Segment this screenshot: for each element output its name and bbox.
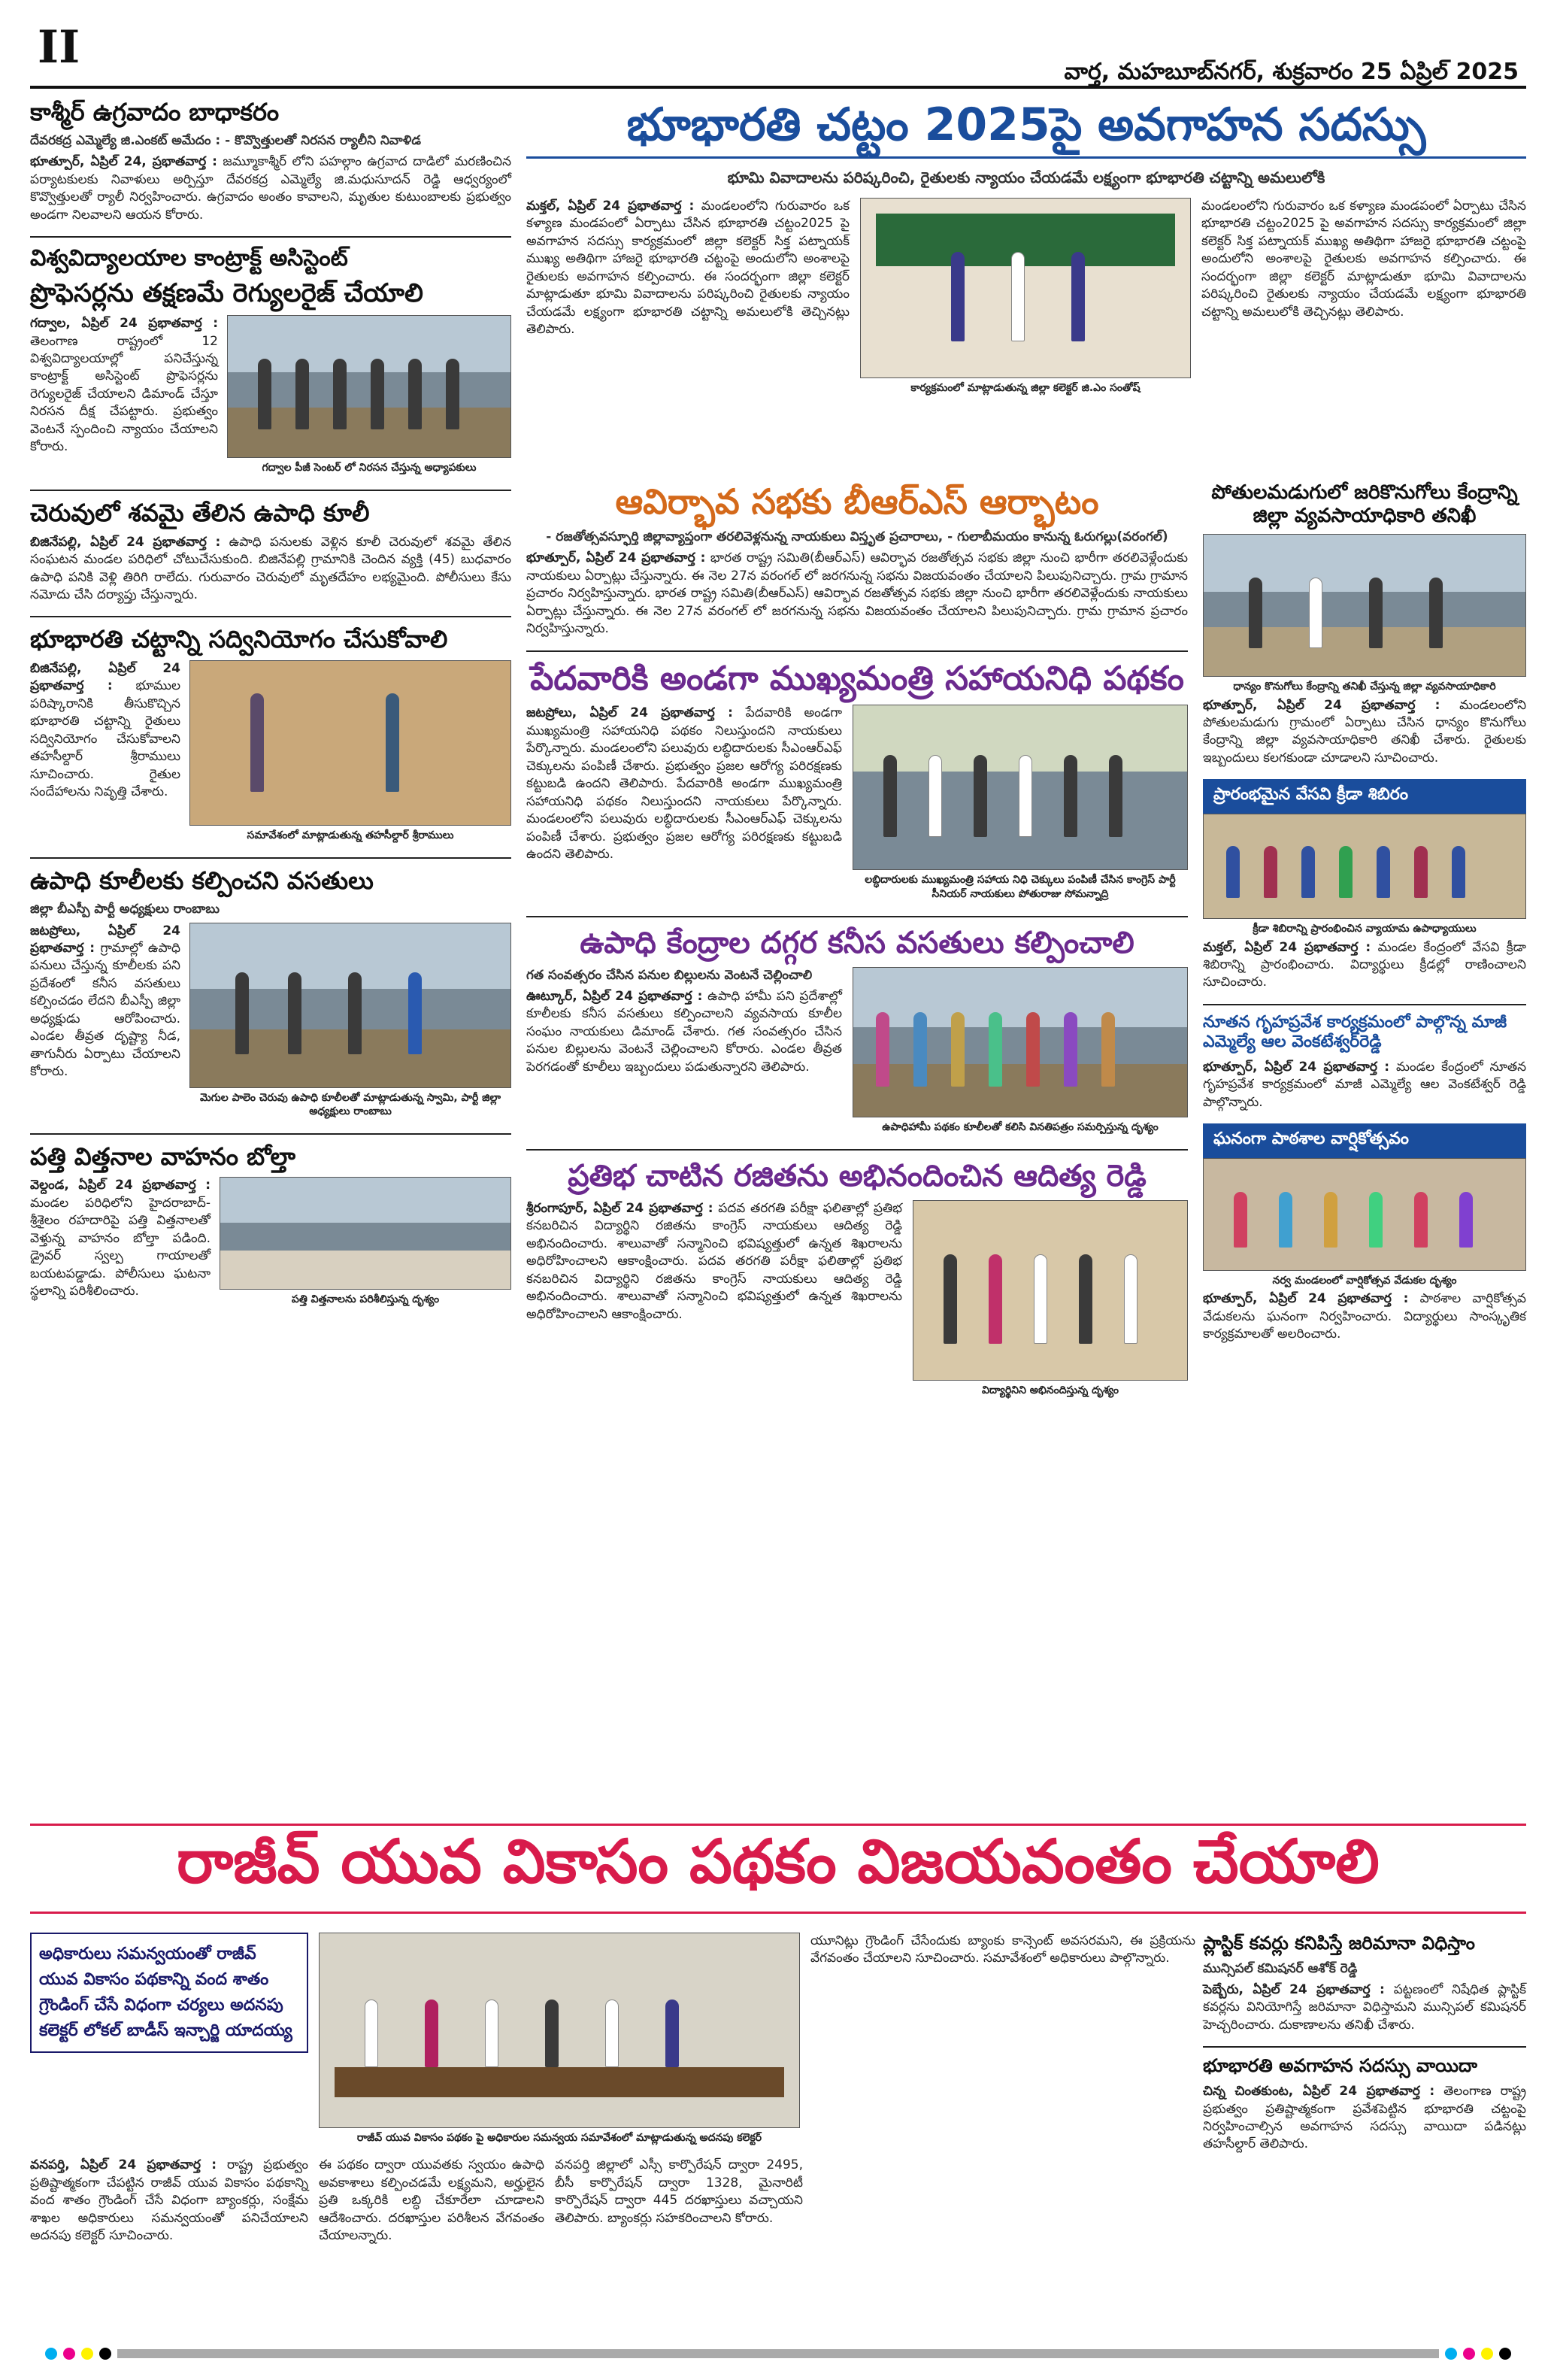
section-head: ప్రారంభమైన వేసవి క్రీడా శిబిరం (1203, 779, 1526, 814)
photo-caption: పత్తి విత్తనాలను పరిశీలిస్తున్న దృశ్యం (291, 1293, 440, 1306)
cyan-dot (45, 2348, 57, 2360)
left-column (30, 98, 511, 1322)
news-photo (1203, 534, 1526, 677)
subhead: మున్సిపల్ కమిషనర్ ఆశోక్ రెడ్డి (1203, 1960, 1358, 1976)
divider (30, 616, 511, 617)
black-dot (99, 2348, 111, 2360)
photo-caption: ఉపాధిహామీ పథకం కూలీలతో కలిసి వినతిపత్రం సమర్పిస్తున్న దృశ్యం (882, 1120, 1159, 1133)
divider (526, 650, 1188, 652)
story-rajitha (526, 1158, 1188, 1400)
news-photo (220, 1177, 511, 1290)
story-dateline: బిజినేపల్లి, ఏప్రిల్ 24 ప్రభాతవార్త : (30, 534, 221, 550)
banner-headline: రాజీవ్ యువ వికాసం పథకం విజయవంతం చేయాలి (177, 1826, 1380, 1896)
news-photo (189, 923, 511, 1088)
story-body: పెబ్బేరు, ఏప్రిల్ 24 ప్రభాతవార్త : పట్టణంలో నిషేధిత ప్లాస్టిక్ కవర్లను వినియోగిస్తే జరిమానా విధిస్తామని మున్సిపల్ కమిషనర్ హెచ్చరించారు. దుకాణాలను తనిఖీ చేశారు. (1203, 1981, 1526, 2033)
photo-caption: మెగుల పాలెం చెరువు ఉపాధి కూలీలతో మాట్లాడుతున్న స్వామి, పార్టీ జిల్లా అధ్యక్షులు రాంబాబు (199, 1091, 501, 1117)
page-number: II (38, 21, 80, 74)
news-photo (227, 315, 511, 458)
story-kashmir (30, 98, 511, 224)
story-dateline: వనపర్తి, ఏప్రిల్ 24 ప్రభాతవార్త : (30, 2157, 217, 2173)
photo-caption: రాజీవ్ యువ వికాసం పథకం పై అధికారుల సమన్వయ సమావేశంలో మాట్లాడుతున్న అదనపు కలెక్టర్ (356, 2132, 762, 2144)
story-body: బిజినేపల్లి, ఏప్రిల్ 24 ప్రభాతవార్త : ఉపాధి పనులకు వెళ్లిన కూలీ చెరువులో శవమై తేలిన సంఘటన మండల పరిధిలో చోటుచేసుకుంది. బిజినేపల్లి గ్రామానికి చెందిన వ్యక్తి (45) బుధవారం ఉపాధి పనికి వెళ్లి తిరిగి రాలేదు. గురువారం చెరువులో మృతదేహం లభ్యమైంది. పోలీసులు కేసు నమోదు చేసి దర్యాప్తు చేస్తున్నారు. (30, 534, 512, 603)
subhead: గత సంవత్సరం చేసిన పనుల బిల్లులను వెంటనే చెల్లించాలి (526, 967, 813, 983)
photo-caption: ధాన్యం కొనుగోలు కేంద్రాన్ని తనిఖీ చేస్తున్న జిల్లా వ్యవసాయాధికారి (1233, 681, 1496, 693)
headline: భూభారతి అవగాహన సదస్సు వాయిదా (1203, 2055, 1477, 2077)
headline: ఉపాధి కేంద్రాల దగ్గర కనీస వసతులు కల్పించాలి (580, 925, 1134, 960)
headline: పేదవారికి అండగా ముఖ్యమంత్రి సహాయనిధి పథకం (530, 659, 1184, 698)
photo-caption: లబ్ధిదారులకు ముఖ్యమంత్రి సహాయ నిధి చెక్కులు పంపిణీ చేసిన కాంగ్రెస్ పార్టీ సీనియర్ నాయకులు పోతురాజు సోమన్నాద్రి (865, 874, 1176, 900)
black-dot (1499, 2348, 1511, 2360)
headline: ఆవిర్భావ సభకు బీఆర్ఎస్ ఆర్భాటం (615, 481, 1099, 522)
lead-photo (860, 198, 1191, 378)
photo-caption: విద్యార్థినిని అభినందిస్తున్న దృశ్యం (982, 1384, 1119, 1396)
story-body: మక్తల్, ఏప్రిల్ 24 ప్రభాతవార్త : మండల కేంద్రంలో వేసవి క్రీడా శిబిరాన్ని ప్రారంభించారు. విద్యార్థులు క్రీడల్లో రాణించాలని సూచించారు. (1203, 939, 1526, 990)
story-body-part-3: వనపర్తి జిల్లాలో ఎస్సీ కార్పొరేషన్ ద్వారా 2495, బీసీ కార్పొరేషన్ ద్వారా 1328, మైనారిటీ కార్పొరేషన్ ద్వారా 445 దరఖాస్తులు వచ్చాయని తెలిపారు. బ్యాంకర్లు సహకరించాలని కోరారు. (555, 2157, 803, 2226)
middle-column (526, 481, 1188, 1412)
photo-caption: సమావేశంలో మాట్లాడుతున్న తహసీల్దార్ శ్రీరాములు (247, 829, 454, 841)
news-photo (1203, 1158, 1526, 1271)
divider (1203, 1004, 1526, 1005)
story-facilities (30, 866, 511, 1121)
lead-story (526, 98, 1526, 398)
photo-caption: నర్వ మండలంలో వార్షికోత్సవ వేడుకల దృశ్యం (1272, 1275, 1457, 1287)
story-dateline: జటప్రోలు, ఏప్రిల్ 24 ప్రభాతవార్త : (30, 923, 180, 956)
story-cmrf (526, 659, 1188, 904)
story-bhubharati-use (30, 625, 511, 845)
headline: విశ్వవిద్యాలయాల కాంట్రాక్ట్ అసిస్టెంట్ (30, 245, 348, 272)
color-registration-bar (45, 2346, 1511, 2361)
highlight-box: అధికారులు సమన్వయంతో రాజీవ్ యువ వికాసం పథకాన్ని వంద శాతం గ్రౌండింగ్ చేసే విధంగా చర్యలు అదనపు కలెక్టర్ లోకల్ బాడీస్ ఇన్చార్జి యాదయ్య (30, 1933, 308, 2053)
photo-caption: గద్వాల పీజీ సెంటర్ లో నిరసన చేస్తున్న అధ్యాపకులు (262, 462, 477, 474)
news-photo (853, 967, 1188, 1117)
story-dateline: చిన్న చింతకుంట, ఏప్రిల్ 24 ప్రభాతవార్త : (1203, 2084, 1435, 2100)
lead-subhead: భూమి వివాదాలను పరిష్కరించి, రైతులకు న్యాయం చేయడమే లక్ష్యంగా భూభారతి చట్టాన్ని అమలులోకి (727, 168, 1325, 186)
story-body: భూత్పూర్, ఏప్రిల్ 24 ప్రభాతవార్త : మండలంలోని పోతులమడుగు గ్రామంలో ఏర్పాటు చేసిన ధాన్యం కొనుగోలు కేంద్రాన్ని జిల్లా వ్యవసాయాధికారి తనిఖీ చేశారు. రైతులకు ఇబ్బందులు కలగకుండా చూడాలని సూచించారు. (1203, 697, 1526, 766)
headline-line-2: ప్రొఫెసర్లను తక్షణమే రెగ్యులరైజ్ చేయాలి (30, 278, 423, 309)
headline: భూభారతి చట్టాన్ని సద్వినియోగం చేసుకోవాలి (30, 625, 448, 654)
story-dateline: పెబ్బేరు, ఏప్రిల్ 24 ప్రభాతవార్త : (1203, 1981, 1385, 1997)
story-dateline: బిజినేపల్లి, ఏప్రిల్ 24 ప్రభాతవార్త : (30, 660, 180, 694)
story-body: జటప్రోలు, ఏప్రిల్ 24 ప్రభాతవార్త : పేదవారికి అండగా ముఖ్యమంత్రి సహాయనిధి పథకం నిలుస్తుందని నాయకులు పేర్కొన్నారు. మండలంలోని పలువురు లబ్ధిదారులకు సీఎంఆర్ఎఫ్ చెక్కులను పంపిణీ చేశారు. ప్రభుత్వం ప్రజల ఆరోగ్య పరిరక్షణకు కట్టుబడి ఉందని తెలిపారు. పేదవారికి అండగా ముఖ్యమంత్రి సహాయనిధి పథకం నిలుస్తుందని నాయకులు పేర్కొన్నారు. మండలంలోని పలువురు లబ్ధిదారులకు సీఎంఆర్ఎఫ్ చెక్కులను పంపిణీ చేశారు. ప్రభుత్వం ప్రజల ఆరోగ్య పరిరక్షణకు కట్టుబడి ఉందని తెలిపారు. (526, 705, 843, 862)
story-body: భూత్పూర్, ఏప్రిల్ 24 ప్రభాతవార్త : భారత రాష్ట్ర సమితి(బీఆర్ఎస్) ఆవిర్భావ రజతోత్సవ సభకు జిల్లా నుంచి భారీగా తరలివెళ్లేందుకు నాయకులు ఏర్పాట్లు చేస్తున్నారు. ఈ నెల 27న వరంగల్ లో జరగనున్న సభను విజయవంతం చేయాలని పిలుపునిచ్చారు. గ్రామ గ్రామాన ప్రచారం నిర్వహిస్తున్నారు. భారత రాష్ట్ర సమితి(బీఆర్ఎస్) ఆవిర్భావ రజతోత్సవ సభకు జిల్లా నుంచి భారీగా తరలివెళ్లేందుకు నాయకులు ఏర్పాట్లు చేస్తున్నారు. ఈ నెల 27న వరంగల్ లో జరగనున్న సభను విజయవంతం చేయాలని పిలుపునిచ్చారు. గ్రామ గ్రామాన ప్రచారం నిర్వహిస్తున్నారు. (526, 550, 1189, 637)
story-plastic (1203, 1933, 1526, 2034)
story-school-day (1203, 1158, 1526, 1344)
story-dateline: భూత్పూర్, ఏప్రిల్ 24 ప్రభాతవార్త : (526, 550, 706, 566)
divider (526, 916, 1188, 917)
story-body-part-2: ఈ పథకం ద్వారా యువతకు స్వయం ఉపాధి అవకాశాలు కల్పించడమే లక్ష్యమని, అర్హులైన ప్రతి ఒక్కరికి లబ్ధి చేకూరేలా చూడాలని ఆదేశించారు. దరఖాస్తుల పరిశీలన వేగవంతం చేయాలన్నారు. (319, 2157, 544, 2243)
photo-caption: క్రీడా శిబిరాన్ని ప్రారంభించిన వ్యాయామ ఉపాధ్యాయులు (1253, 923, 1477, 935)
story-upadhi-facilities (526, 925, 1188, 1137)
story-dateline: భూత్పూర్, ఏప్రిల్ 24, ప్రభాతవార్త : (30, 154, 217, 170)
story-dateline: భూత్పూర్, ఏప్రిల్ 24 ప్రభాతవార్త : (1203, 1059, 1390, 1075)
story-dateline: భూత్పూర్, ఏప్రిల్ 24 ప్రభాతవార్త : (1203, 1291, 1409, 1307)
divider (30, 490, 511, 491)
story-body: గద్వాల, ఏప్రిల్ 24 ప్రభాతవార్త : తెలంగాణ రాష్ట్రంలో 12 విశ్వవిద్యాలయాల్లో పనిచేస్తున్న కాంట్రాక్ట్ అసిస్టెంట్ ప్రొఫెసర్లను రెగ్యులరైజ్ చేయాలని డిమాండ్ చేస్తూ నిరసన దీక్ష చేపట్టారు. ప్రభుత్వం వెంటనే స్పందించి న్యాయం చేయాలని కోరారు. (30, 316, 218, 455)
headline: ఉపాధి కూలీలకు కల్పించని వసతులు (30, 866, 374, 896)
right-column (1203, 481, 1526, 1356)
story-cotton-vehicle (30, 1142, 511, 1310)
headline: ప్లాస్టిక్ కవర్లు కనిపిస్తే జరిమానా విధిస్తాం (1203, 1933, 1475, 1954)
magenta-dot (1463, 2348, 1475, 2360)
magenta-dot (63, 2348, 75, 2360)
story-body: భూత్పూర్, ఏప్రిల్ 24 ప్రభాతవార్త : పాఠశాల వార్షికోత్సవ వేడుకలను ఘనంగా నిర్వహించారు. విద్యార్థులు సాంస్కృతిక కార్యక్రమాలతో అలరించారు. (1203, 1291, 1526, 1342)
story-brs-sabha (526, 481, 1188, 638)
headline: నూతన గృహప్రవేశ కార్యక్రమంలో పాల్గొన్న మాజీ ఎమ్మెల్యే ఆల వెంకటేశ్వర్‌రెడ్డి (1203, 1012, 1507, 1052)
divider (30, 857, 511, 859)
headline: ప్రతిభ చాటిన రజితను అభినందించిన ఆదిత్య రెడ్డి (568, 1158, 1147, 1193)
story-dateline: శ్రీరంగాపూర్, ఏప్రిల్ 24 ప్రభాతవార్త : (526, 1200, 713, 1216)
story-body: శ్రీరంగాపూర్, ఏప్రిల్ 24 ప్రభాతవార్త : పదవ తరగతి పరీక్షా ఫలితాల్లో ప్రతిభ కనబరిచిన విద్యార్థిని రజితను కాంగ్రెస్ నాయకులు ఆదిత్య రెడ్డి అభినందించారు. శాలువాతో సన్మానించి భవిష్యత్తులో ఉన్నత శిఖరాలను అధిరోహించాలని ఆకాంక్షించారు. పదవ తరగతి పరీక్షా ఫలితాల్లో ప్రతిభ కనబరిచిన విద్యార్థిని రజితను కాంగ్రెస్ నాయకులు ఆదిత్య రెడ్డి అభినందించారు. శాలువాతో సన్మానించి భవిష్యత్తులో ఉన్నత శిఖరాలను అధిరోహించాలని ఆకాంక్షించారు. (526, 1200, 903, 1322)
yellow-dot (81, 2348, 93, 2360)
story-body: బిజినేపల్లి, ఏప్రిల్ 24 ప్రభాతవార్త : భూముల పరిష్కారానికి తీసుకొచ్చిన భూభారతి చట్టాన్ని రైతులు సద్వినియోగం చేసుకోవాలని తహసీల్దార్ శ్రీరాములు సూచించారు. రైతుల సందేహాలను నివృత్తి చేశారు. (30, 660, 180, 800)
masthead (30, 14, 1526, 89)
story-professors (30, 245, 511, 478)
headline: కాశ్మీర్ ఉగ్రవాదం బాధాకరం (30, 98, 280, 126)
news-photo (1203, 814, 1526, 919)
story-body: వెల్దండ, ఏప్రిల్ 24 ప్రభాతవార్త : మండల పరిధిలోని హైదరాబాద్-శ్రీశైలం రహదారిపై పత్తి విత్తనాలతో వెళ్తున్న వాహనం బోల్తా పడింది. డ్రైవర్ స్వల్ప గాయాలతో బయటపడ్డాడు. పోలీసులు ఘటనా స్థలాన్ని పరిశీలించారు. (30, 1178, 211, 1299)
headline: పత్తి విత్తనాల వాహనం బోల్తా (30, 1141, 295, 1171)
story-body-part-4: యూనిట్లు గ్రౌండింగ్ చేసేందుకు బ్యాంకు కాన్సెంట్ అవసరమని, ఈ ప్రక్రియను వేగవంతం చేయాలని సూచించారు. సమావేశంలో అధికారులు పాల్గొన్నారు. (810, 1933, 1195, 1966)
section-head: ఘనంగా పాఠశాల వార్షికోత్సవం (1203, 1123, 1526, 1158)
story-dateline: మక్తల్, ఏప్రిల్ 24 ప్రభాతవార్త : (1203, 939, 1371, 955)
story-drowned-worker (30, 499, 511, 604)
lead-headline: భూభారతి చట్టం 2025పై అవగాహన సదస్సు (526, 98, 1526, 159)
yellow-dot (1481, 2348, 1493, 2360)
gray-bar (117, 2349, 1439, 2358)
cyan-dot (1445, 2348, 1457, 2360)
story-body: భూత్పూర్, ఏప్రిల్ 24 ప్రభాతవార్త : మండల కేంద్రంలో నూతన గృహప్రవేశ కార్యక్రమంలో మాజీ ఎమ్మెల్యే ఆల వెంకటేశ్వర్ రెడ్డి పాల్గొన్నారు. (1203, 1059, 1527, 1110)
story-dateline: వెల్దండ, ఏప్రిల్ 24 ప్రభాతవార్త : (30, 1178, 211, 1193)
story-body: మక్తల్, ఏప్రిల్ 24 ప్రభాతవార్త : మండలంలోని గురువారం ఒక కళ్యాణ మండపంలో ఏర్పాటు చేసిన భూభారతి చట్టం2025 పై అవగాహన సదస్సు కార్యక్రమంలో జిల్లా కలెక్టర్ సిక్త పట్నాయక్ ముఖ్య అతిథిగా హాజరై భూభారతి చట్టంపై అందులోని అంశాలపై రైతులకు అవగాహన కల్పించారు. ఈ సందర్భంగా జిల్లా కలెక్టర్ మాట్లాడుతూ భూమి వివాదాలను పరిష్కరించి రైతులకు న్యాయం చేయడమే లక్ష్యంగా భూభారతి చట్టాన్ని అమలులోకి తెచ్చినట్లు తెలిపారు. (526, 199, 850, 338)
story-body: జటప్రోలు, ఏప్రిల్ 24 ప్రభాతవార్త : గ్రామాల్లో ఉపాధి పనులు చేస్తున్న కూలీలకు పని ప్రదేశంలో కనీస వసతులు కల్పించడం లేదని బీఎస్పీ జిల్లా అధ్యక్షుడు ఆరోపించారు. ఎండల తీవ్రత దృష్ట్యా నీడ, తాగునీరు ఏర్పాటు చేయాలని కోరారు. (30, 923, 180, 1080)
story-dateline: ఊట్కూర్, ఏప్రిల్ 24 ప్రభాతవార్త : (526, 988, 703, 1004)
divider (30, 1133, 511, 1135)
headline: పోతులమడుగులో జరికొనుగోలు కేంద్రాన్ని జిల్లా వ్యవసాయాధికారి తనిఖీ (1211, 481, 1518, 528)
headline: చెరువులో శవమై తేలిన ఉపాధి కూలీ (30, 499, 370, 528)
story-sports-camp (1203, 814, 1526, 992)
news-photo (853, 705, 1188, 870)
page-dateline: వార్త, మహబూబ్‌నగర్, శుక్రవారం 25 ఏప్రిల్ 2025 (1064, 59, 1519, 85)
bottom-right-column (1203, 1933, 1526, 2166)
news-photo (319, 1933, 800, 2128)
story-body: వనపర్తి, ఏప్రిల్ 24 ప్రభాతవార్త : రాష్ట్ర ప్రభుత్వం ప్రతిష్టాత్మకంగా చేపట్టిన రాజీవ్ యువ వికాసం పథకాన్ని వంద శాతం గ్రౌండింగ్ చేసే విధంగా బ్యాంకర్లు, సంక్షేమ శాఖల అధికారులు సమన్వయంతో పనిచేయాలని అదనపు కలెక్టర్ సూచించారు. (30, 2157, 309, 2243)
divider (30, 236, 511, 238)
story-postponed (1203, 2055, 1526, 2154)
story-grain-centre (1203, 481, 1526, 767)
subhead: జిల్లా బీఎస్పీ పార్టీ అధ్యక్షులు రాంబాబు (30, 902, 220, 917)
photo-caption: కార్యక్రమంలో మాట్లాడుతున్న జిల్లా కలెక్టర్ జి.ఎం సంతోష్ (910, 382, 1141, 394)
news-photo (913, 1200, 1188, 1381)
subhead: దేవరకద్ర ఎమ్మెల్యే జి.ఎంకట్ అమేదం : - కొవ్వొత్తులతో నిరసన ర్యాలీని నివాళిడ (30, 133, 421, 149)
divider (1203, 2046, 1526, 2048)
story-body: ఊట్కూర్, ఏప్రిల్ 24 ప్రభాతవార్త : ఉపాధి హామీ పని ప్రదేశాల్లో కూలీలకు కనీస వసతులు కల్పించాలని వ్యవసాయ కూలీల సంఘం నాయకులు డిమాండ్ చేశారు. గత సంవత్సరం చేసిన పనుల బిల్లులను వెంటనే చెల్లించాలని కోరారు. ఎండల తీవ్రత పెరగడంతో కూలీలు ఇబ్బందులు పడుతున్నారని తెలిపారు. (526, 988, 842, 1075)
story-body: చిన్న చింతకుంట, ఏప్రిల్ 24 ప్రభాతవార్త : తెలంగాణ రాష్ట్ర ప్రభుత్వం ప్రతిష్టాత్మకంగా ప్రవేశపెట్టిన భూభారతి చట్టంపై నిర్వహించాల్సిన అవగాహన సదస్సు వాయిదా పడినట్లు తహసీల్దార్ తెలిపారు. (1203, 2084, 1526, 2152)
subhead: - రజతోత్సవస్ఫూర్తి జిల్లావ్యాప్తంగా తరలివెళ్లనున్న నాయకులు విస్తృత ప్రచారాలు, - గులాబీమయం కానున్న ఓరుగల్లు(వరంగల్) (546, 529, 1168, 545)
divider (526, 1149, 1188, 1151)
story-housewarming (1203, 1013, 1526, 1111)
news-photo (189, 660, 511, 826)
story-body: భూత్పూర్, ఏప్రిల్ 24, ప్రభాతవార్త : జమ్మూకాశ్మీర్ లోని పహల్గాం ఉగ్రవాద దాడిలో మరణించిన పర్యాటకులకు నివాళులు అర్పిస్తూ దేవరకద్ర ఎమ్మెల్యే జి.మధుసూదన్ రెడ్డి ఆధ్వర్యంలో కొవ్వొత్తులతో ర్యాలీ నిర్వహించారు. ఉగ్రవాదం అంతం కావాలని, మృతుల కుటుంబాలకు ప్రభుత్వం అండగా నిలవాలని ఆయన కోరారు. (30, 154, 512, 223)
story-dateline: గద్వాల, ఏప్రిల్ 24 ప్రభాతవార్త : (30, 316, 218, 332)
story-dateline: మక్తల్, ఏప్రిల్ 24 ప్రభాతవార్త : (526, 199, 695, 214)
story-dateline: భూత్పూర్, ఏప్రిల్ 24 ప్రభాతవార్త : (1203, 697, 1440, 713)
story-dateline: జటప్రోలు, ఏప్రిల్ 24 ప్రభాతవార్త : (526, 705, 733, 721)
story-body-continued: మండలంలోని గురువారం ఒక కళ్యాణ మండపంలో ఏర్పాటు చేసిన భూభారతి చట్టం2025 పై అవగాహన సదస్సు కార్యక్రమంలో జిల్లా కలెక్టర్ సిక్త పట్నాయక్ ముఖ్య అతిథిగా హాజరై భూభారతి చట్టంపై అందులోని అంశాలపై రైతులకు అవగాహన కల్పించారు. ఈ సందర్భంగా జిల్లా కలెక్టర్ మాట్లాడుతూ భూమి వివాదాలను పరిష్కరించి రైతులకు న్యాయం చేయడమే లక్ష్యంగా భూభారతి చట్టాన్ని అమలులోకి తెచ్చినట్లు తెలిపారు. (1201, 199, 1526, 320)
bottom-story (30, 1933, 1195, 2245)
bottom-banner (30, 1824, 1526, 1914)
